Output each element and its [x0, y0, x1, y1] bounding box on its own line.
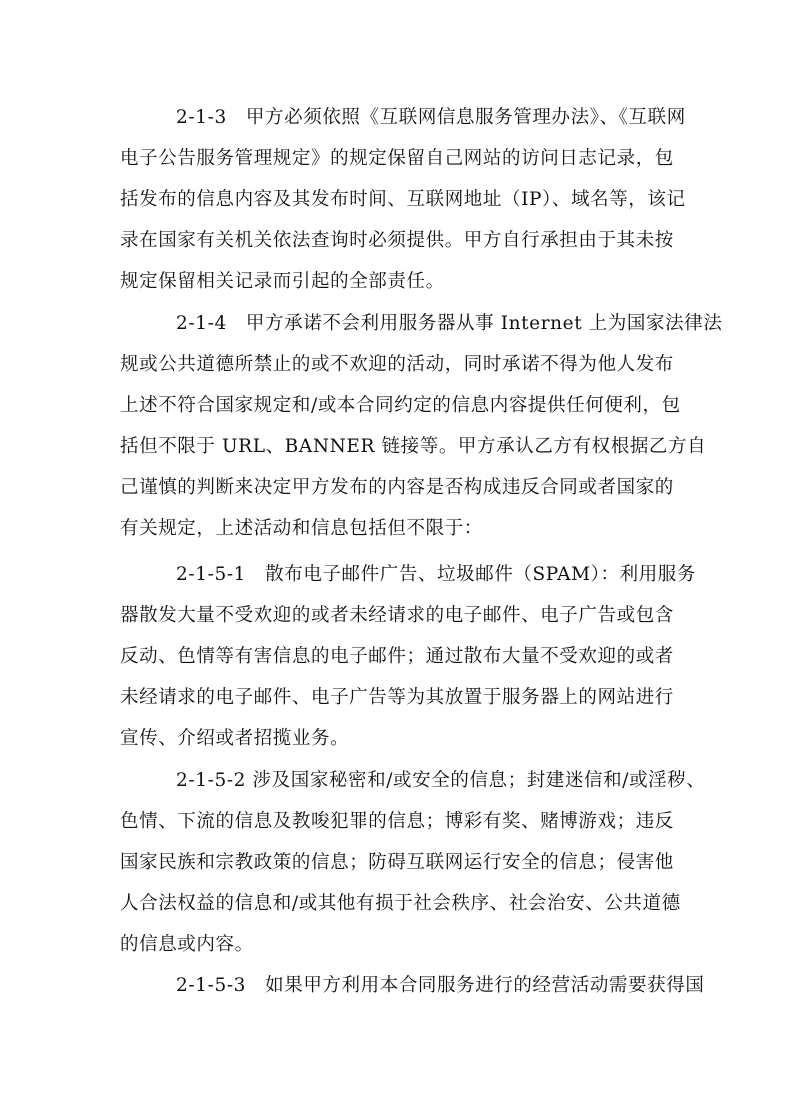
clause-2-1-3-line-4: 录在国家有关机关依法查询时必须提供。甲方自行承担由于其未按	[120, 230, 674, 251]
clause-2-1-5-1-line-2: 器散发大量不受欢迎的或者未经请求的电子邮件、电子广告或包含	[120, 605, 674, 626]
clause-2-1-4-line-2: 规或公共道德所禁止的或不欢迎的活动，同时承诺不得为他人发布	[120, 354, 674, 375]
clause-2-1-3-line-1: 2-1-3 甲方必须依照《互联网信息服务管理办法》、《互联网	[176, 107, 686, 128]
clause-2-1-3-line-5: 规定保留相关记录而引起的全部责任。	[120, 271, 445, 292]
clause-2-1-3-line-3: 括发布的信息内容及其发布时间、互联网地址（IP）、域名等，该记	[120, 189, 686, 210]
clause-2-1-5-1-line-1: 2-1-5-1 散布电子邮件广告、垃圾邮件（SPAM）：利用服务	[176, 564, 697, 585]
clause-2-1-5-1-line-4: 未经请求的电子邮件、电子广告等为其放置于服务器上的网站进行	[120, 687, 674, 708]
clause-2-1-5-2-line-1: 2-1-5-2 涉及国家秘密和/或安全的信息；封建迷信和/或淫秽、	[176, 770, 706, 791]
clause-2-1-3-line-2: 电子公告服务管理规定》的规定保留自己网站的访问日志记录，包	[120, 148, 674, 169]
clause-2-1-5-1-line-5: 宣传、介绍或者招揽业务。	[120, 728, 350, 749]
clause-2-1-5-2-line-5: 的信息或内容。	[120, 934, 254, 955]
clause-2-1-4-line-6: 有关规定，上述活动和信息包括但不限于：	[120, 518, 483, 539]
clause-2-1-5-2-line-4: 人合法权益的信息和/或其他有损于社会秩序、社会治安、公共道德	[120, 893, 681, 914]
clause-2-1-4-line-1: 2-1-4 甲方承诺不会利用服务器从事 Internet 上为国家法律法	[176, 313, 723, 334]
clause-2-1-5-2-line-2: 色情、下流的信息及教唆犯罪的信息；博彩有奖、赌博游戏；违反	[120, 811, 674, 832]
clause-2-1-4-line-3: 上述不符合国家规定和/或本合同约定的信息内容提供任何便利，包	[120, 395, 681, 416]
clause-2-1-5-1-line-3: 反动、色情等有害信息的电子邮件；通过散布大量不受欢迎的或者	[120, 646, 674, 667]
clause-2-1-5-3-line-1: 2-1-5-3 如果甲方利用本合同服务进行的经营活动需要获得国	[176, 975, 705, 996]
clause-2-1-4-line-5: 己谨慎的判断来决定甲方发布的内容是否构成违反合同或者国家的	[120, 477, 674, 498]
clause-2-1-4-line-4: 括但不限于 URL、BANNER 链接等。甲方承认乙方有权根据乙方自	[120, 436, 707, 457]
clause-2-1-5-2-line-3: 国家民族和宗教政策的信息；防碍互联网运行安全的信息；侵害他	[120, 852, 674, 873]
